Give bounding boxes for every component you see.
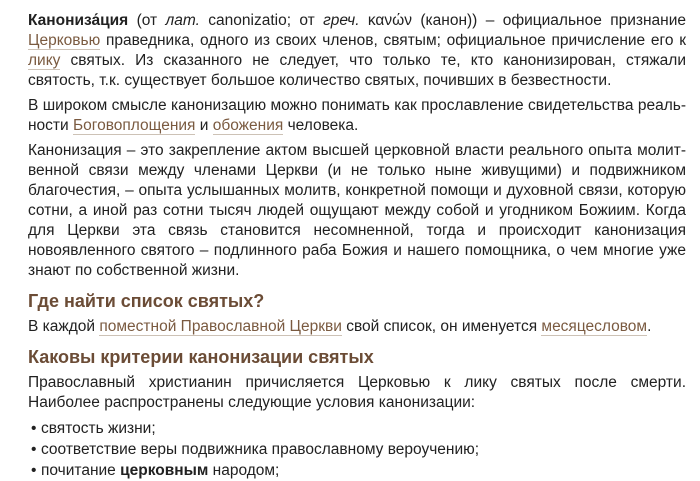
text-link[interactable]: месяцесловом	[541, 318, 648, 335]
text-link[interactable]: Боговоплощения	[73, 117, 196, 134]
text-run: человека.	[283, 117, 359, 134]
section-heading: Где найти список святых?	[28, 291, 265, 311]
text-run: святых. Из сказанного не следует, что только те, кто канонизирован, стяжали святость, т.к. существует большое количество святых, почивших в безвестности.	[28, 52, 686, 89]
paragraph	[28, 11, 686, 91]
text-run: праведника, одного из своих членов, святым; официальное причисление его к	[100, 32, 686, 49]
paragraph	[28, 141, 686, 281]
text-link[interactable]: обожения	[212, 117, 284, 134]
paragraph	[28, 96, 686, 136]
paragraph	[28, 373, 686, 413]
bullet-icon: •	[31, 441, 37, 458]
section-heading: Каковы критерии канонизации святых	[28, 347, 374, 367]
criteria-list	[28, 418, 686, 481]
text-link[interactable]: лику	[28, 52, 61, 69]
text-run: Канонизация – это закрепление актом высшей церковной власти реального опыта молитвенной связи между членами Церкви (и не только ныне живущими) и подвижником благочестия, – опыта услышанных молитв, конкретной помощи и духовной связи, которую сотни, а иной раз сотни тысяч людей ощущают между собой и угодником Божиим. Когда для Церкви эта связь становится несомненной, тогда и происходит канонизация новоявленного святого – подлинного раба Божия и нашего помощника, о чем многие уже знают по собственной жизни.	[28, 142, 686, 279]
list-item	[33, 460, 686, 481]
text-run: соответствие веры подвижника православному вероучению;	[41, 441, 480, 458]
text-run: .	[647, 318, 652, 335]
text-run: Православный христианин причисляется Церковью к лику святых после смерти. Наиболее распространены следующие условия канонизации:	[28, 374, 686, 411]
text-run: (от	[128, 12, 166, 29]
text-link[interactable]: поместной Православной Церкви	[99, 318, 342, 335]
text-run: почитание	[41, 462, 121, 479]
list-item	[33, 439, 686, 460]
bullet-icon: •	[31, 420, 37, 437]
bold-text: Канониза́ция	[28, 12, 129, 29]
text-link[interactable]: Церковью	[28, 32, 101, 49]
text-run: и	[195, 117, 213, 134]
text-run: κανών (канон)) – официальное признание	[359, 12, 686, 29]
text-run: свой список, он именуется	[341, 318, 542, 335]
list-item	[33, 418, 686, 439]
article-content	[28, 11, 686, 481]
text-run: народом;	[208, 462, 280, 479]
text-run: святость жизни;	[41, 420, 156, 437]
text-run: В каждой	[28, 318, 100, 335]
italic-text: лат.	[165, 12, 200, 29]
bullet-icon: •	[31, 462, 37, 479]
bold-text: церковным	[120, 462, 209, 479]
text-run: В широком смысле канонизацию можно понимать как прославление свидетельства реальности	[28, 97, 686, 134]
paragraph	[28, 317, 686, 337]
text-run: canonizatio; от	[199, 12, 324, 29]
italic-text: греч.	[323, 12, 360, 29]
